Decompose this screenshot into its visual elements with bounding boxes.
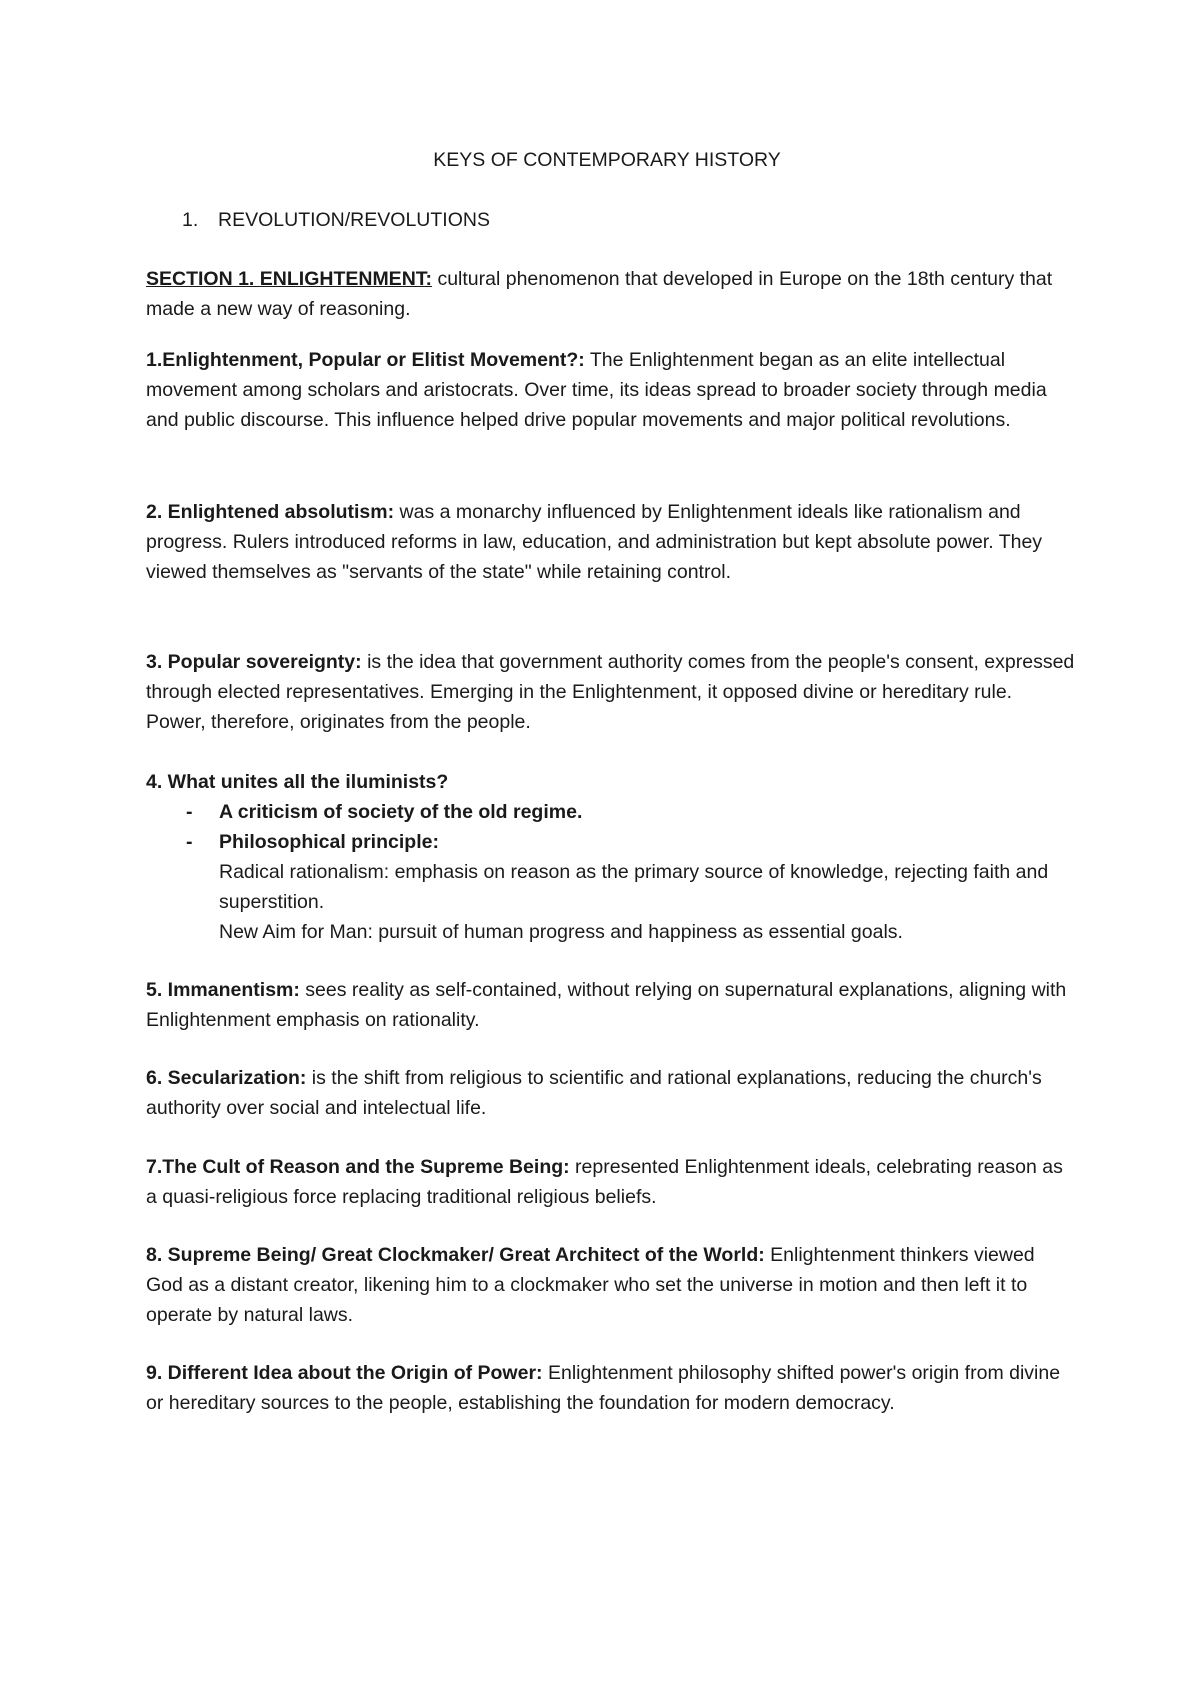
item-term: 7.The Cult of Reason and the Supreme Being: bbox=[146, 1156, 570, 1178]
heading-text: REVOLUTION/REVOLUTIONS bbox=[218, 209, 490, 231]
item-paragraph-5 bbox=[146, 975, 1076, 1035]
item-paragraph-2 bbox=[146, 497, 1076, 587]
item-paragraph-8 bbox=[146, 1240, 1076, 1330]
section-heading bbox=[182, 205, 490, 235]
item-term: 3. Popular sovereignty: bbox=[146, 651, 362, 673]
dash-bullet: - bbox=[186, 801, 193, 823]
list-item bbox=[146, 797, 1076, 827]
item-text: Enlightenment thinkers viewed God as a distant creator, likening him to a clockmaker who set the universe in motion and then left it to operate by natural laws. bbox=[146, 1244, 1035, 1326]
item-paragraph-7 bbox=[146, 1152, 1076, 1212]
item-term: 1.Enlightenment, Popular or Elitist Movement?: bbox=[146, 349, 585, 371]
item-term: 4. What unites all the iluminists? bbox=[146, 771, 449, 793]
dash-bullet: - bbox=[186, 831, 193, 853]
item-text: The Enlightenment began as an elite intellectual movement among scholars and aristocrats. Over time, its ideas spread to broader society through media and public discourse. This influence helped drive popular movements and major political revolutions. bbox=[146, 349, 1047, 431]
item-text: is the idea that government authority comes from the people's consent, expressed through elected representatives. Emerging in the Enlightenment, it opposed divine or hereditary rule. Power, therefore, originates from the people. bbox=[146, 651, 1075, 733]
section-label: SECTION 1. ENLIGHTENMENT: bbox=[146, 268, 433, 290]
item-term: 6. Secularization: bbox=[146, 1067, 307, 1089]
item-text: was a monarchy influenced by Enlightenment ideals like rationalism and progress. Rulers introduced reforms in law, education, and administration but kept absolute power. They viewed themselves as "servants of the state" while retaining control. bbox=[146, 501, 1043, 583]
item-term: 9. Different Idea about the Origin of Power: bbox=[146, 1362, 543, 1384]
item-paragraph-1 bbox=[146, 345, 1076, 435]
item-text: sees reality as self-contained, without relying on supernatural explanations, aligning with Enlightenment emphasis on rationality. bbox=[146, 979, 1067, 1031]
section-description: cultural phenomenon that developed in Europe on the 18th century that made a new way of reasoning. bbox=[146, 268, 1053, 320]
item-paragraph-6 bbox=[146, 1063, 1076, 1123]
item-term: 5. Immanentism: bbox=[146, 979, 300, 1001]
bullet-sub-line: New Aim for Man: pursuit of human progress and happiness as essential goals. bbox=[219, 921, 903, 943]
section-intro-paragraph bbox=[146, 264, 1076, 324]
list-item bbox=[146, 827, 1076, 947]
document-title: KEYS OF CONTEMPORARY HISTORY bbox=[433, 149, 781, 171]
item-paragraph-3 bbox=[146, 647, 1076, 737]
item-term: 8. Supreme Being/ Great Clockmaker/ Great Architect of the World: bbox=[146, 1244, 765, 1266]
heading-number: 1. bbox=[182, 209, 199, 231]
bullet-sub-line: Radical rationalism: emphasis on reason as the primary source of knowledge, rejecting faith and superstition. bbox=[219, 861, 1049, 913]
bullet-label: Philosophical principle: bbox=[219, 831, 439, 853]
item-text: represented Enlightenment ideals, celebrating reason as a quasi-religious force replacing traditional religious beliefs. bbox=[146, 1156, 1063, 1208]
item-paragraph-4 bbox=[146, 767, 1076, 947]
bullet-list bbox=[146, 797, 1076, 947]
item-paragraph-9 bbox=[146, 1358, 1076, 1418]
item-text: Enlightenment philosophy shifted power's origin from divine or hereditary sources to the people, establishing the foundation for modern democracy. bbox=[146, 1362, 1061, 1414]
item-term: 2. Enlightened absolutism: bbox=[146, 501, 395, 523]
bullet-label: A criticism of society of the old regime. bbox=[219, 801, 583, 823]
item-text: is the shift from religious to scientific and rational explanations, reducing the church's authority over social and intelectual life. bbox=[146, 1067, 1042, 1119]
